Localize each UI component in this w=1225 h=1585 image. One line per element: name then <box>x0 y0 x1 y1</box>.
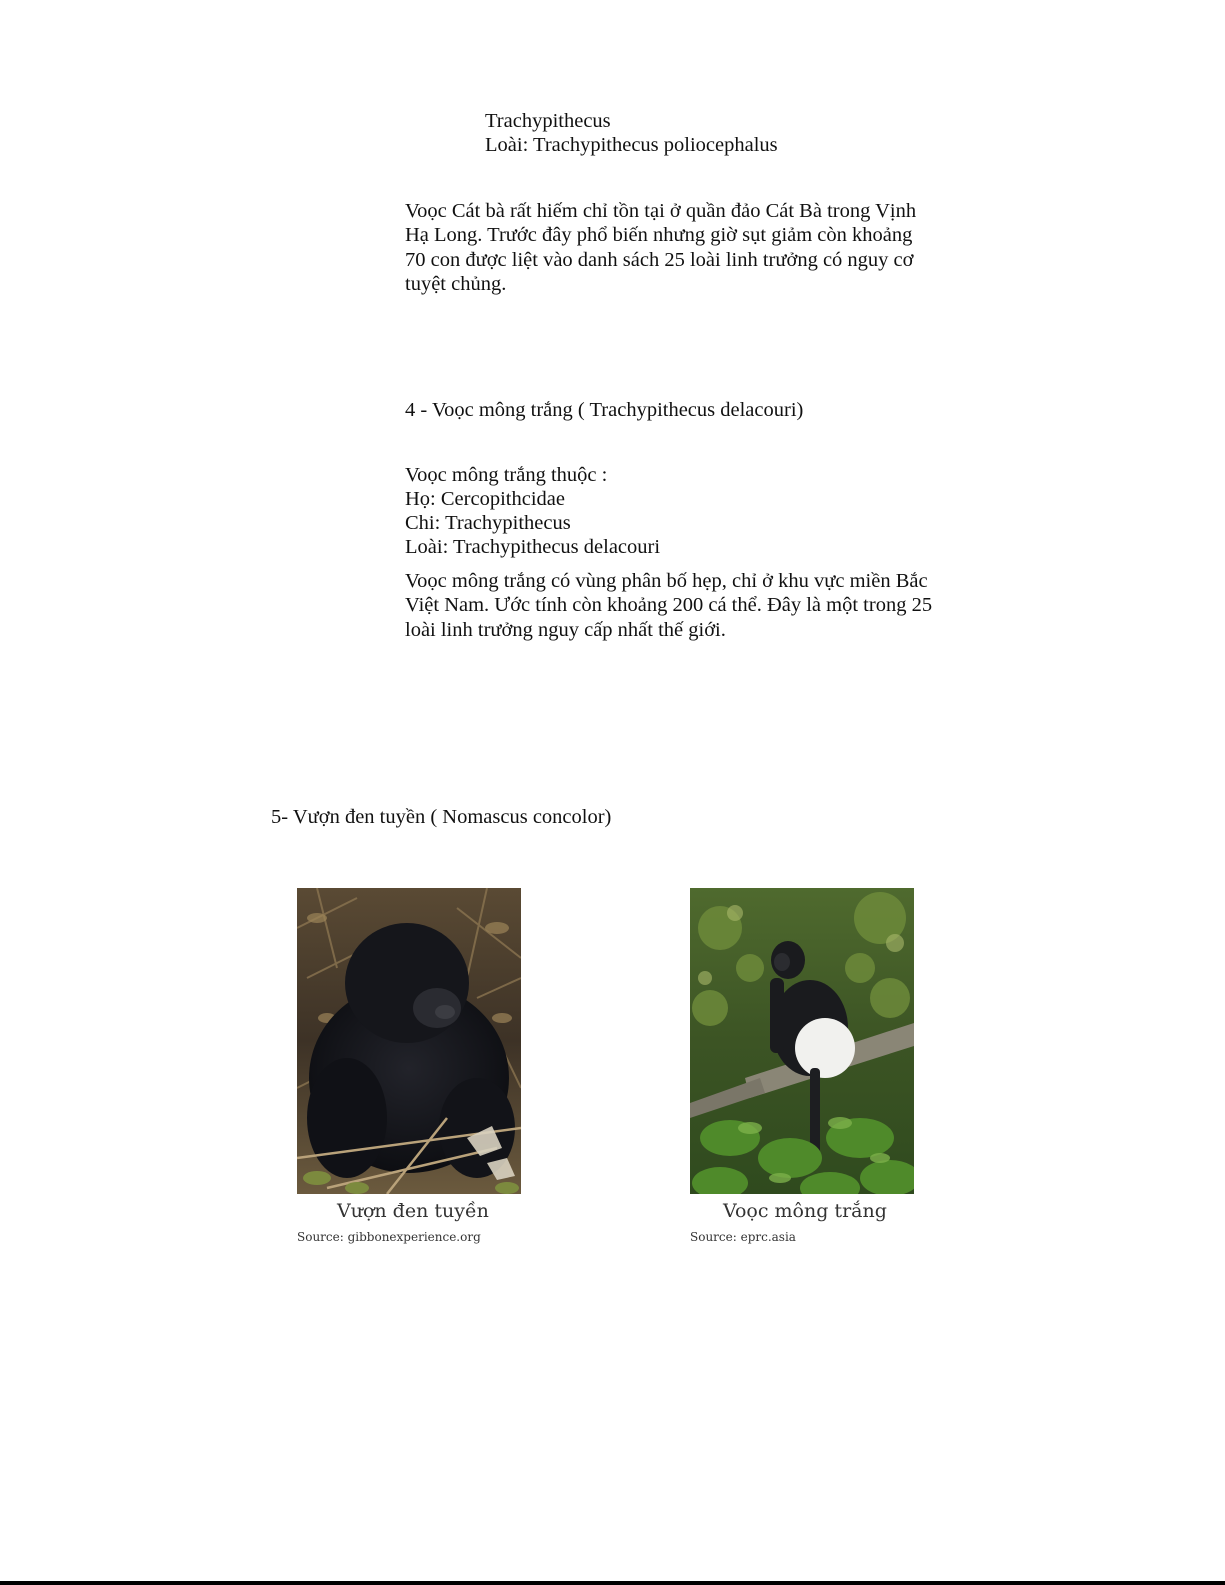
species-line: Loài: Trachypithecus poliocephalus <box>485 134 778 156</box>
genus-line: Trachypithecus <box>485 110 611 132</box>
figure-1-source: Source: gibbonexperience.org <box>297 1230 481 1244</box>
taxonomy-line: Họ: Cercopithcidae <box>405 488 565 510</box>
section-4-heading: 4 - Voọc mông trắng ( Trachypithecus delacouri) <box>405 399 804 421</box>
section-4-description <box>405 569 965 642</box>
cat-ba-paragraph <box>405 199 965 296</box>
taxonomy-line: Chi: Trachypithecus <box>405 512 571 534</box>
paragraph-line: loài linh trưởng nguy cấp nhất thế giới. <box>405 618 726 641</box>
paragraph-line: 70 con được liệt vào danh sách 25 loài linh trưởng có nguy cơ <box>405 248 914 271</box>
delacour-langur-photo <box>690 888 914 1194</box>
figure-1-caption: Vượn đen tuyền <box>337 1200 489 1222</box>
taxonomy-line: Loài: Trachypithecus delacouri <box>405 536 661 558</box>
paragraph-line: Hạ Long. Trước đây phổ biến nhưng giờ sụt giảm còn khoảng <box>405 224 913 247</box>
paragraph-line: Voọc Cát bà rất hiếm chỉ tồn tại ở quần đảo Cát Bà trong Vịnh <box>405 200 917 222</box>
paragraph-line: Voọc mông trắng có vùng phân bố hẹp, chỉ ở khu vực miền Bắc <box>405 570 928 592</box>
figure-2-caption: Voọc mông trắng <box>723 1200 887 1222</box>
figure-2-source: Source: eprc.asia <box>690 1230 796 1244</box>
black-gibbon-photo <box>297 888 521 1194</box>
paragraph-line: tuyệt chủng. <box>405 272 507 295</box>
paragraph-line: Việt Nam. Ước tính còn khoảng 200 cá thể. Đây là một trong 25 <box>405 594 933 617</box>
section-4-taxonomy <box>405 463 965 559</box>
taxonomy-line: Voọc mông trắng thuộc : <box>405 464 608 486</box>
section-5-heading: 5- Vượn đen tuyền ( Nomascus concolor) <box>271 806 612 828</box>
page-bottom-border <box>0 1581 1225 1585</box>
